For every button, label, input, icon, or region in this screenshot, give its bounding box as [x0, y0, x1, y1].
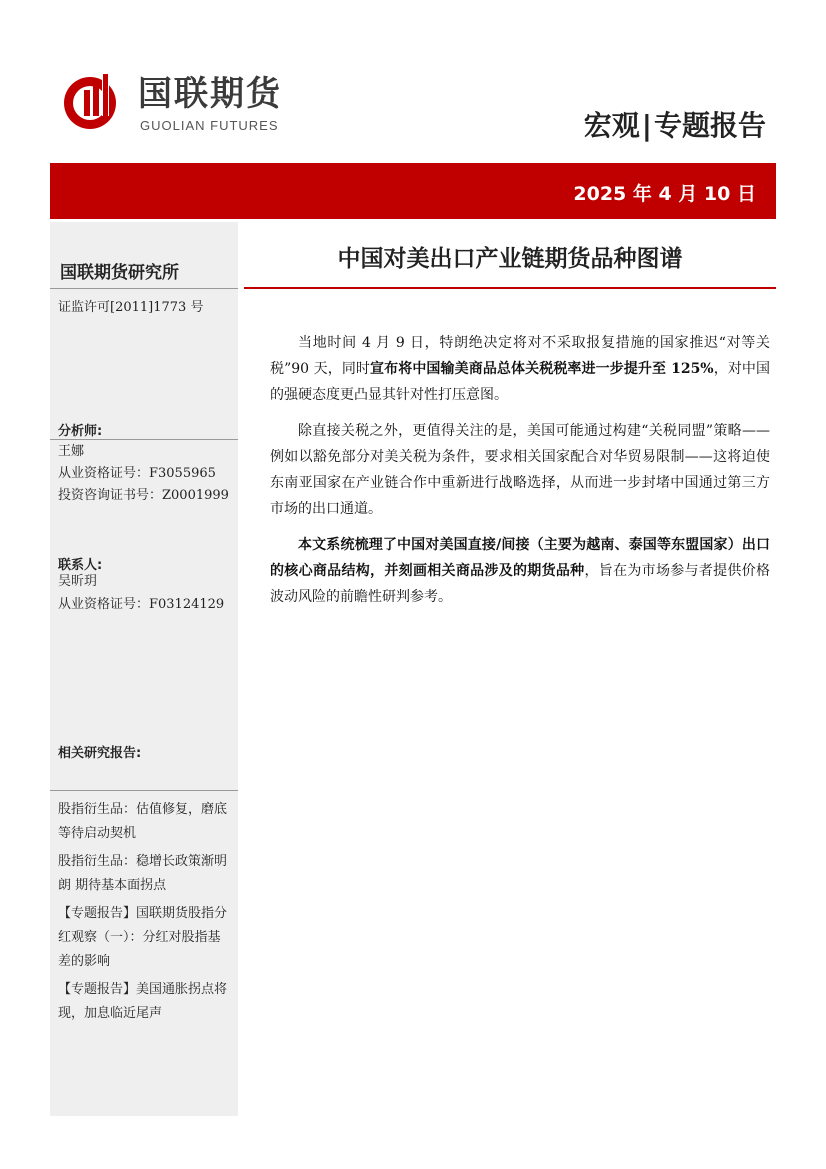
paragraph-1: 当地时间 4 月 9 日，特朗绝决定将对不采取报复措施的国家推迟“对等关税”90 天，同时宣布将中国输美商品总体关税税率进一步提升至 125%，对中国的强硬态度更凸显其针对性打压意图。 [270, 335, 771, 403]
highlight-summary: 本文系统梳理了中国对美国直接/间接（主要为越南、泰国等东盟国家）出口的核心商品结构，并刻画相关商品涉及的期货品种 [270, 537, 770, 579]
contact-cert: 从业资格证号：F03124129 [58, 597, 225, 612]
analyst-invest-cert: 投资咨询证书号：Z0001999 [58, 488, 229, 503]
related-report-item[interactable]: 【专题报告】美国通胀拐点将现，加息临近尾声 [58, 982, 228, 1021]
related-report-item[interactable]: 股指衍生品：稳增长政策渐明朗 期待基本面拐点 [58, 854, 228, 893]
analyst-cert: 从业资格证号：F3055965 [58, 466, 216, 481]
contact-name: 吴昕玥 [58, 574, 98, 589]
sidebar-divider [50, 288, 238, 289]
paragraph-2: 除直接关税之外，更值得关注的是，美国可能通过构建“关税同盟”策略——例如以豁免部分对美关税为条件，要求相关国家配合对华贸易限制——这将迫使东南亚国家在产业链合作中重新进行战略选择，从而进一步封堵中国通过第三方市场的出口通道。 [270, 423, 770, 517]
report-title: 中国对美出口产业链期货品种图谱 [337, 246, 683, 272]
sidebar-divider [50, 790, 238, 791]
related-reports-heading: 相关研究报告: [58, 746, 142, 761]
contact-heading: 联系人: [58, 558, 103, 573]
institute-name: 国联期货研究所 [60, 263, 179, 283]
analyst-heading: 分析师: [58, 424, 103, 439]
report-type-separator: | [641, 109, 652, 142]
brand-name-en: GUOLIAN FUTURES [140, 118, 279, 133]
sidebar-divider [50, 439, 238, 440]
report-date: 2025 年 4 月 10 日 [573, 183, 756, 205]
related-report-item[interactable]: 【专题报告】国联期货股指分红观察（一）：分红对股指基差的影响 [58, 906, 228, 969]
report-type-special: 专题报告 [653, 109, 766, 142]
related-report-item[interactable]: 股指衍生品：估值修复，磨底等待启动契机 [58, 802, 228, 841]
paragraph-3: 本文系统梳理了中国对美国直接/间接（主要为越南、泰国等东盟国家）出口的核心商品结构，并刻画相关商品涉及的期货品种，旨在为市场参与者提供价格波动风险的前瞻性研判参考。 [270, 537, 771, 605]
license-number: 证监许可[2011]1773 号 [58, 300, 204, 315]
analyst-name: 王娜 [58, 444, 85, 459]
guolian-logo-icon [62, 70, 118, 132]
brand-name-cn: 国联期货 [138, 74, 282, 114]
report-type-macro: 宏观 [583, 109, 640, 142]
date-banner [50, 163, 776, 219]
highlight-tariff: 宣布将中国输美商品总体关税税率进一步提升至 125% [370, 361, 714, 377]
sidebar [50, 222, 238, 1116]
report-type [584, 104, 766, 144]
report-body [270, 330, 770, 620]
related-reports-list [58, 798, 230, 1030]
title-underline [244, 287, 776, 289]
